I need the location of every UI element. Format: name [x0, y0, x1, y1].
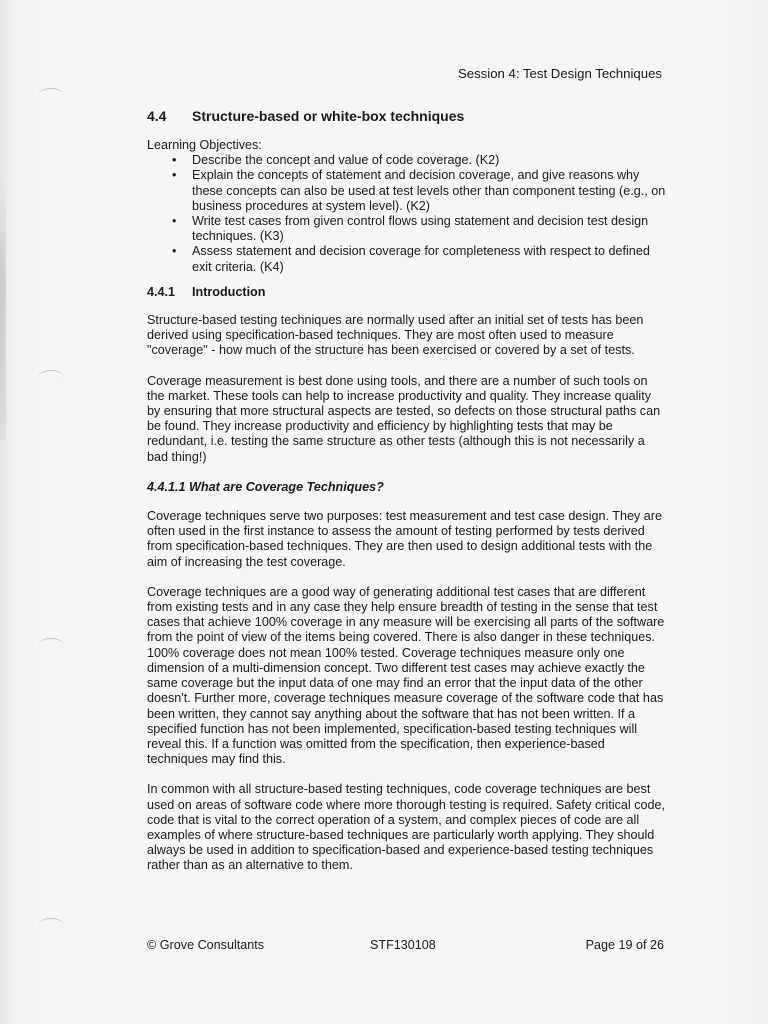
objectives-list [147, 153, 667, 275]
page-content [147, 138, 667, 889]
footer-copyright: © Grove Consultants [147, 938, 265, 952]
list-item [172, 244, 667, 274]
objective-text: Explain the concepts of statement and decision coverage, and give reasons why these concepts can also be used at test levels other than component testing (e.g., on business procedures at system level). (K2) [192, 168, 666, 213]
objective-text: Write test cases from given control flows using statement and decision test design techniques. (K3) [192, 214, 649, 244]
scan-mark [38, 88, 64, 103]
subsection-heading [147, 285, 667, 300]
bullet-icon: • [172, 168, 177, 183]
scan-mark [38, 638, 64, 653]
list-item [172, 153, 667, 168]
paragraph: Coverage measurement is best done using tools, and there are a number of such tools on the market. These tools can help to increase productivity and quality. They increase quality by ensuring that more structural aspects are tested, so defects on those structural paths can be found. They increase productivity and efficiency by highlighting tests that may be redundant, i.e. testing the same structure as other tests (although this is not necessarily a bad thing!) [147, 373, 661, 464]
paragraph: Structure-based testing techniques are normally used after an initial set of tests has been derived using specification-based techniques. They are most often used to measure "coverage" - how much of the structure has been exercised or covered by a set of tests. [147, 313, 644, 358]
objectives-label: Learning Objectives: [147, 138, 262, 152]
list-item [172, 214, 667, 244]
section-title: Structure-based or white-box techniques [192, 108, 465, 124]
running-header: Session 4: Test Design Techniques [457, 66, 662, 81]
scan-shadow [0, 180, 6, 440]
subsection-number: 4.4.1 [147, 284, 176, 299]
footer-doc-id: STF130108 [370, 938, 436, 952]
objective-text: Describe the concept and value of code coverage. (K2) [192, 153, 500, 168]
bullet-icon: • [172, 214, 177, 229]
objective-text: Assess statement and decision coverage for completeness with respect to defined exit criteria. (K4) [192, 244, 650, 274]
paragraph: Coverage techniques serve two purposes: test measurement and test case design. They are often used in the first instance to assess the amount of testing performed by tests derived from specification-based techniques. They are then used to design additional tests with the aim of increasing the test coverage. [147, 509, 662, 569]
paragraph: In common with all structure-based testing techniques, code coverage techniques are best used on areas of software code where more thorough testing is required. Safety critical code, code that is vital to the correct operation of a system, and complex pieces of code are all examples of where structure-based techniques are particularly worth applying. They should always be used in addition to specification-based and experience-based testing techniques rather than as an alternative to them. [147, 782, 666, 873]
footer-page-number: Page 19 of 26 [585, 938, 664, 952]
bullet-icon: • [172, 153, 177, 168]
scan-mark [38, 370, 64, 385]
paragraph: Coverage techniques are a good way of generating additional test cases that are different from existing tests and in any case they help ensure breadth of testing in the sense that test cases that achieve 100% coverage in any measure will be exercising all parts of the software from the point of view of the items being covered. There is also danger in these techniques. 100% coverage does not mean 100% tested. Coverage techniques measure only one dimension of a multi-dimension concept. Two different test cases may achieve exactly the same coverage but the input data of one may find an error that the input data of the other doesn't. Further more, coverage techniques measure coverage of the software code that has been written, they cannot say anything about the software that has not been written. If a specified function has not been implemented, specification-based testing techniques will reveal this. If a function was omitted from the specification, then experience-based techniques may find this. [147, 584, 665, 767]
subsubsection-heading: 4.4.1.1 What are Coverage Techniques? [147, 479, 384, 494]
list-item [172, 168, 667, 214]
section-heading [147, 107, 464, 125]
subsection-title: Introduction [192, 284, 266, 299]
section-number: 4.4 [147, 108, 167, 124]
bullet-icon: • [172, 244, 177, 259]
scan-mark [38, 918, 64, 933]
